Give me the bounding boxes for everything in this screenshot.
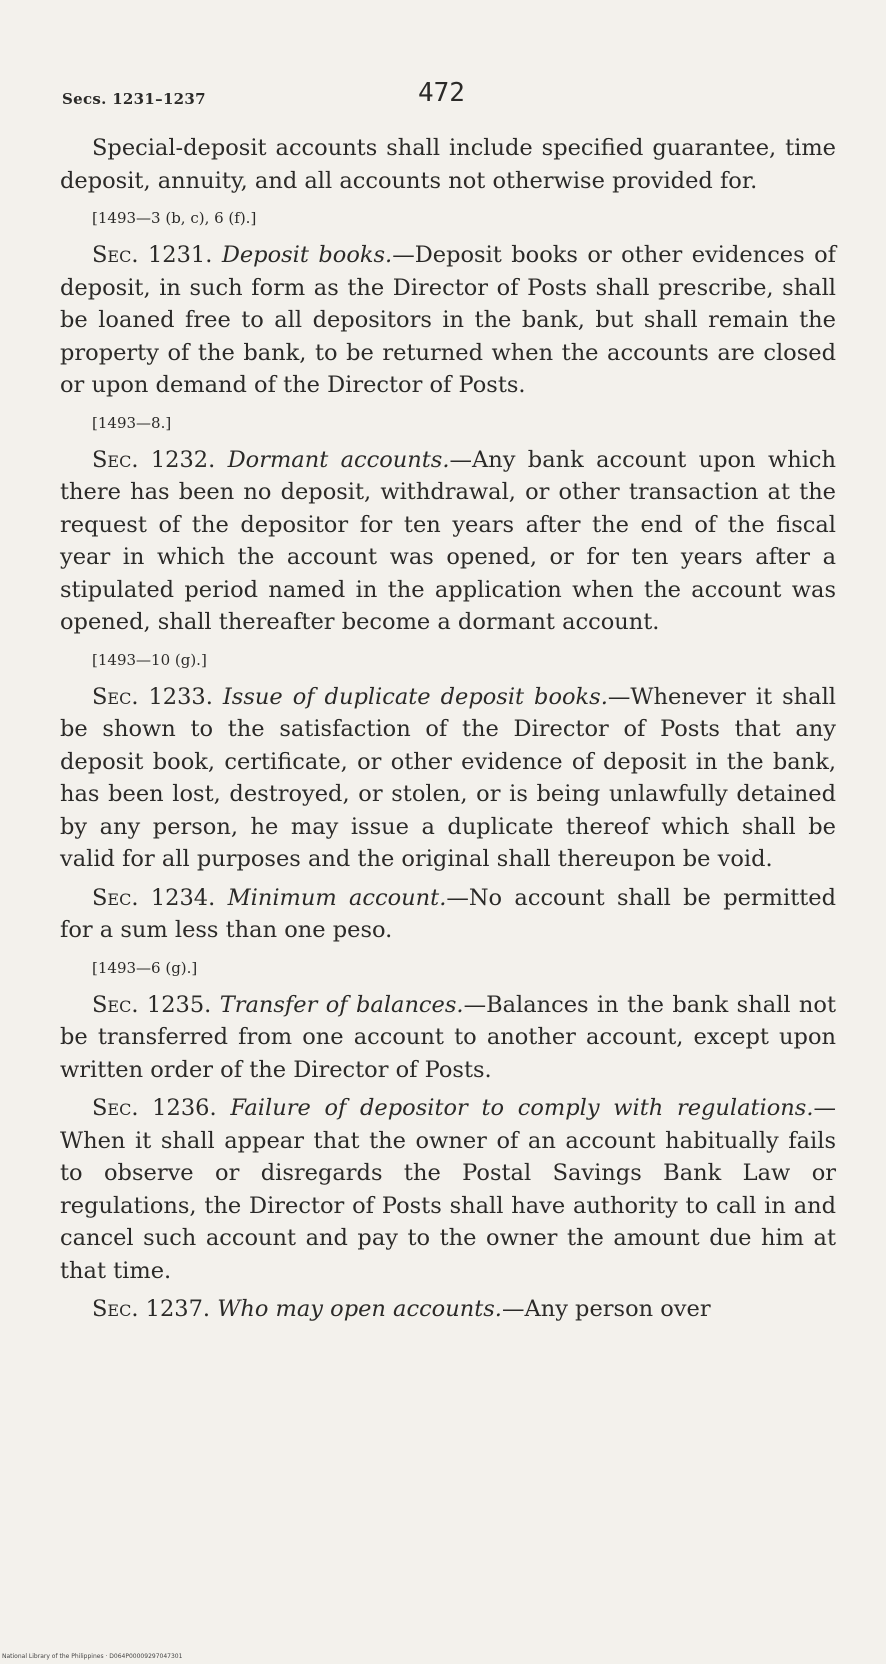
section-title: Who may open accounts. (217, 1296, 502, 1322)
section-title: Issue of duplicate deposit books. (222, 683, 608, 710)
section-label: Sec. 1236. (92, 1095, 217, 1121)
section-1235 (60, 989, 836, 1087)
scan-credit: National Library of the Philippines · D064P00009297047301 (2, 1653, 183, 1660)
section-1234 (60, 882, 836, 947)
section-title: Minimum account. (227, 884, 447, 911)
citation-text: [1493—3 (b, c), 6 (f).] (92, 209, 257, 227)
page-number: 472 (418, 78, 465, 108)
citation (92, 408, 836, 438)
section-1236 (60, 1092, 836, 1287)
section-1237 (60, 1293, 836, 1326)
section-label: Sec. 1233. (92, 683, 213, 710)
section-text: —Any bank account upon which there has been no deposit, withdrawal, or other transaction at the request of the depositor for ten years after the end of the fiscal year in which the account was opened, or for ten years after a stipulated period named in the application when the account was opened, shall thereafter become a dormant account. (60, 446, 836, 635)
section-text: —When it shall appear that the owner of an account habitually fails to observe or disregards the Postal Savings Bank Law or regulations, the Director of Posts shall have authority to call in and cancel such account and pay to the owner the amount due him at that time. (60, 1095, 836, 1284)
citation-text: [1493—8.] (92, 413, 172, 432)
section-label: Sec. 1235. (92, 991, 212, 1018)
section-text: —Balances in the bank shall not be transferred from one account to another account, except upon written order of the Director of Posts. (60, 991, 836, 1083)
section-title: Transfer of balances. (219, 991, 464, 1018)
citation (92, 953, 836, 983)
paragraph (60, 132, 836, 197)
section-title: Deposit books. (221, 242, 393, 268)
citation-text: [1493—6 (g).] (92, 958, 198, 977)
section-text: —No account shall be permitted for a sum less than one peso. (60, 884, 836, 943)
section-label: Sec. 1231. (92, 242, 213, 268)
section-title: Failure of depositor to comply with regulations. (230, 1095, 814, 1121)
section-title: Dormant accounts. (227, 446, 450, 473)
section-1231 (60, 239, 836, 402)
section-1232 (60, 444, 836, 639)
paragraph-text: Special-deposit accounts shall include specified guarantee, time deposit, annuity, and all accounts not otherwise provided for. (60, 135, 836, 194)
section-range: Secs. 1231–1237 (62, 90, 206, 108)
citation-text: [1493—10 (g).] (92, 650, 207, 669)
citation (92, 203, 836, 233)
section-text: —Deposit books or other evidences of deposit, in such form as the Director of Posts shall prescribe, shall be loaned free to all depositors in the bank, but shall remain the property of the bank, to be returned when the accounts are closed or upon demand of the Director of Posts. (60, 242, 836, 398)
section-1233 (60, 681, 836, 876)
section-text: —Any person over (501, 1296, 711, 1322)
section-text: —Whenever it shall be shown to the satisfaction of the Director of Posts that any deposit book, certificate, or other evidence of deposit in the bank, has been lost, destroyed, or stolen, or is being unlawfully detained by any person, he may issue a duplicate thereof which shall be valid for all purposes and the original shall thereupon be void. (60, 683, 836, 872)
page-header (62, 78, 824, 118)
citation (92, 645, 836, 675)
section-label: Sec. 1232. (92, 446, 216, 473)
body-text (60, 132, 836, 1332)
section-label: Sec. 1234. (92, 884, 216, 911)
section-label: Sec. 1237. (92, 1296, 211, 1322)
